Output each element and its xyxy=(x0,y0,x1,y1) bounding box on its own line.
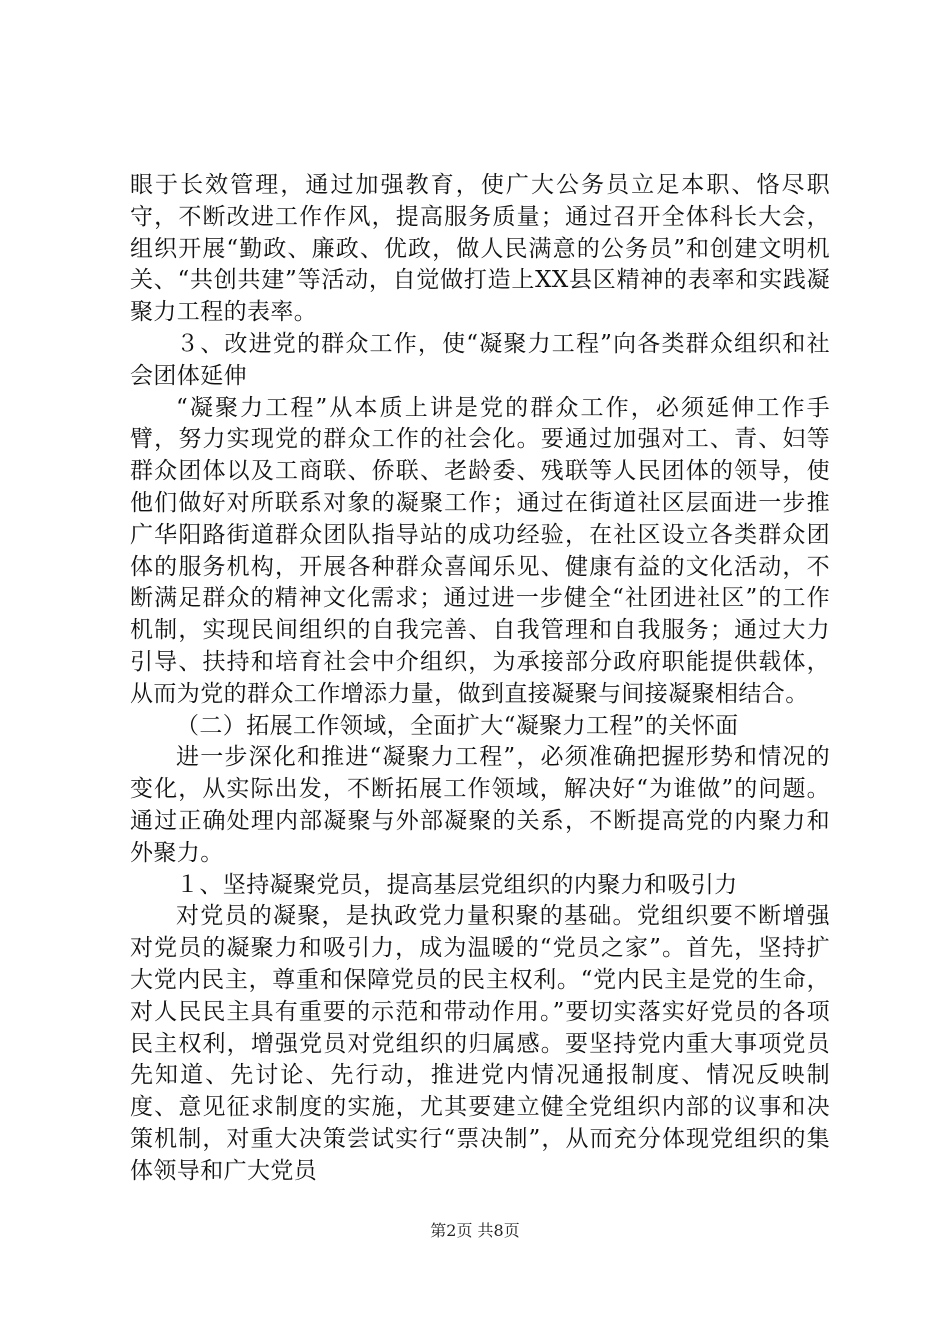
paragraph: 对党员的凝聚，是执政党力量积聚的基础。党组织要不断增强对党员的凝聚力和吸引力，成为温暖的“党员之家”。首先，坚持扩大党内民主，尊重和保障党员的民主权利。“党内民主是党的生命，对人民民主具有重要的示范和带动作用。”要切实落实好党员的各项民主权利，增强党员对党组织的归属感。要坚持党内重大事项党员先知道、先讨论、先行动，推进党内情况通报制度、情况反映制度、意见征求制度的实施，尤其要建立健全党组织内部的议事和决策机制，对重大决策尝试实行“票决制”，从而充分体现党组织的集体领导和广大党员 xyxy=(130,903,830,1184)
paragraph-continuation: 眼于长效管理，通过加强教育，使广大公务员立足本职、恪尽职守，不断改进工作作风，提高服务质量；通过召开全体科长大会，组织开展“勤政、廉政、优政，做人民满意的公务员”和创建文明机关、“共创共建”等活动，自觉做打造上XX县区精神的表率和实践凝聚力工程的表率。 xyxy=(130,172,830,326)
section-heading-1: １、坚持凝聚党员，提高基层党组织的内聚力和吸引力 xyxy=(176,871,738,898)
paragraph: 进一步深化和推进“凝聚力工程”，必须准确把握形势和情况的变化，从实际出发，不断拓展工作领域，解决好“为谁做”的问题。通过正确处理内部凝聚与外部凝聚的关系，不断提高党的内聚力和外聚力。 xyxy=(130,744,830,866)
section-heading-2: （二）拓展工作领域，全面扩大“凝聚力工程”的关怀面 xyxy=(176,712,739,739)
page-number-footer: 第2页 共8页 xyxy=(430,1221,520,1240)
paragraph: “凝聚力工程”从本质上讲是党的群众工作，必须延伸工作手臂，努力实现党的群众工作的社会化。要通过加强对工、青、妇等群众团体以及工商联、侨联、老龄委、残联等人民团体的领导，使他们做好对所联系对象的凝聚工作；通过在街道社区层面进一步推广华阳路街道群众团队指导站的成功经验，在社区设立各类群众团体的服务机构，开展各种群众喜闻乐见、健康有益的文化活动，不断满足群众的精神文化需求；通过进一步健全“社团进社区”的工作机制，实现民间组织的自我完善、自我管理和自我服务；通过大力引导、扶持和培育社会中介组织，为承接部分政府职能提供载体，从而为党的群众工作增添力量，做到直接凝聚与间接凝聚相结合。 xyxy=(130,394,830,707)
document-body xyxy=(130,170,830,1188)
section-heading-3: ３、改进党的群众工作，使“凝聚力工程”向各类群众组织和社会团体延伸 xyxy=(130,330,830,389)
